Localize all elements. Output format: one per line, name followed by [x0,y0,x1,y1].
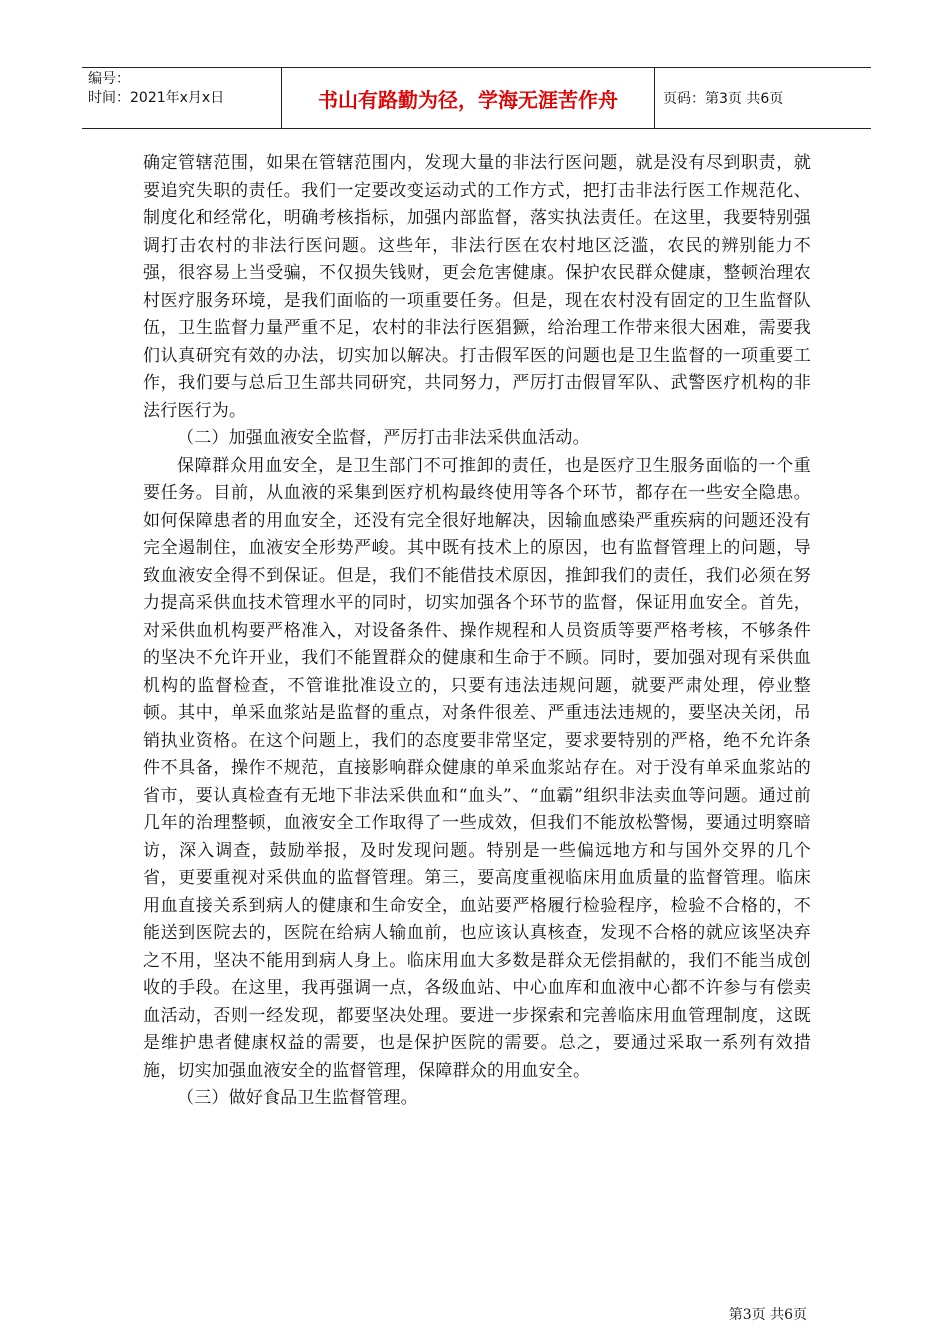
paragraph-continued: 确定管辖范围，如果在管辖范围内，发现大量的非法行医问题，就是没有尽到职责，就要追究失职的责任。我们一定要改变运动式的工作方式，把打击非法行医工作规范化、制度化和经常化，明确考核指标，加强内部监督，落实执法责任。在这里，我要特别强调打击农村的非法行医问题。这些年，非法行医在农村地区泛滥，农民的辨别能力不强，很容易上当受骗，不仅损失钱财，更会危害健康。保护农民群众健康，整顿治理农村医疗服务环境，是我们面临的一项重要任务。但是，现在农村没有固定的卫生监督队伍，卫生监督力量严重不足，农村的非法行医猖獗，给治理工作带来很大困难，需要我们认真研究有效的办法，切实加以解决。打击假军医的问题也是卫生监督的一项重要工作，我们要与总后卫生部共同研究，共同努力，严厉打击假冒军队、武警医疗机构的非法行医行为。 [143,153,811,421]
header-table [82,67,871,129]
document-number-label: 编号： [88,71,130,87]
footer-page-number: 第3页 共6页 [728,1307,807,1323]
document-body [143,150,811,1113]
header-motto: 书山有路勤为径，学海无涯苦作舟 [282,68,655,128]
document-time-label: 时间：2021年x月x日 [88,90,225,106]
section-heading-3: （三）做好食品卫生监督管理。 [177,1088,418,1108]
paragraph-blood-safety: 保障群众用血安全，是卫生部门不可推卸的责任，也是医疗卫生服务面临的一个重要任务。目前，从血液的采集到医疗机构最终使用等各个环节，都存在一些安全隐患。如何保障患者的用血安全，还没有完全很好地解决，因输血感染严重疾病的问题还没有完全遏制住，血液安全形势严峻。其中既有技术上的原因，也有监督管理上的问题，导致血液安全得不到保证。但是，我们不能借技术原因，推卸我们的责任，我们必须在努力提高采供血技术管理水平的同时，切实加强各个环节的监督，保证用血安全。首先，对采供血机构要严格准入，对设备条件、操作规程和人员资质等要严格考核，不够条件的坚决不允许开业，我们不能置群众的健康和生命于不顾。同时，要加强对现有采供血机构的监督检查，不管谁批准设立的，只要有违法违规问题，就要严肃处理，停业整顿。其中，单采血浆站是监督的重点，对条件很差、严重违法违规的，要坚决关闭，吊销执业资格。在这个问题上，我们的态度要非常坚定，要求要特别的严格，绝不允许条件不具备，操作不规范，直接影响群众健康的单采血浆站存在。对于没有单采血浆站的省市，要认真检查有无地下非法采供血和“血头”、“血霸”组织非法卖血等问题。通过前几年的治理整顿，血液安全工作取得了一些成效，但我们不能放松警惕，要通过明察暗访，深入调查，鼓励举报，及时发现问题。特别是一些偏远地方和与国外交界的几个省，更要重视对采供血的监督管理。第三，要高度重视临床用血质量的监督管理。临床用血直接关系到病人的健康和生命安全，血站要严格履行检验程序，检验不合格的，不能送到医院去的，医院在给病人输血前，也应该认真核查，发现不合格的就应该坚决弃之不用，坚决不能用到病人身上。临床用血大多数是群众无偿捐献的，我们不能当成创收的手段。在这里，我再强调一点，各级血站、中心血库和血液中心都不许参与有偿卖血活动，否则一经发现，都要坚决处理。要进一步探索和完善临床用血管理制度，这既是维护患者健康权益的需要，也是保护医院的需要。总之，要通过采取一系列有效措施，切实加强血液安全的监督管理，保障群众的用血安全。 [143,455,811,1081]
section-heading-2: （二）加强血液安全监督，严厉打击非法采供血活动。 [177,428,590,448]
header-page-code: 页码：第3页 共6页 [663,91,784,107]
header-meta-cell [82,68,282,128]
